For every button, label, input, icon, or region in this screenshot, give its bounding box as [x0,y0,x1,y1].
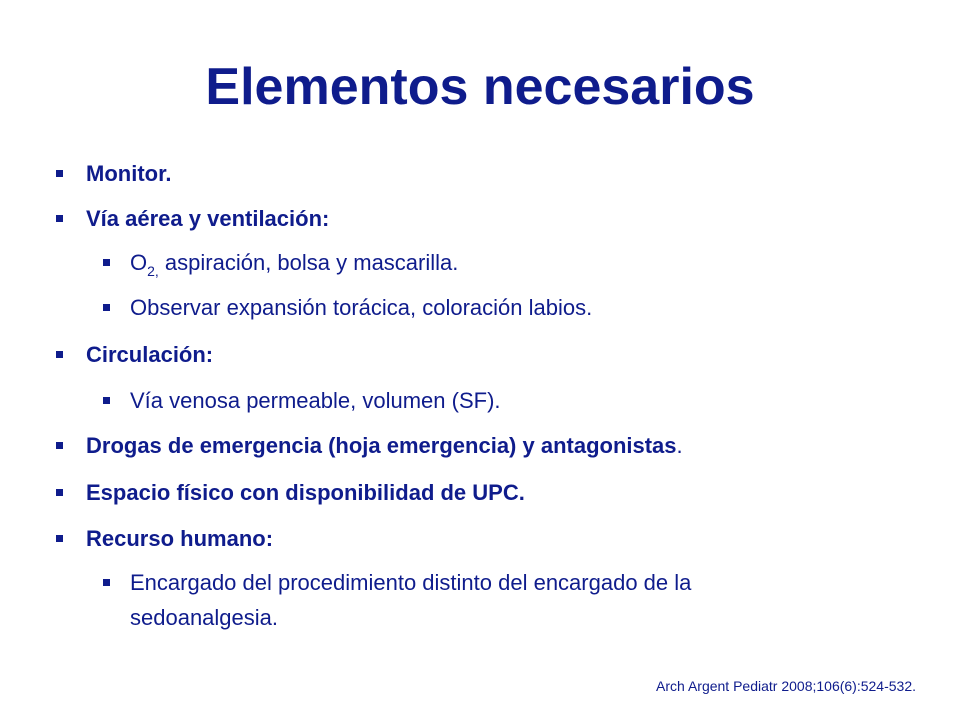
slide-title: Elementos necesarios [205,58,755,116]
o2-rest: aspiración, bolsa y mascarilla. [158,250,459,275]
item-encargado-line2: sedoanalgesia. [130,605,279,630]
square-bullet-icon [56,170,63,177]
item-o2 [130,248,890,286]
square-bullet-icon [56,442,63,449]
citation: Arch Argent Pediatr 2008;106(6):524-532. [656,678,916,694]
square-bullet-icon [56,351,63,358]
square-bullet-icon [103,397,110,404]
item-observar: Observar expansión torácica, coloración labios. [130,295,593,320]
square-bullet-icon [56,535,63,542]
drogas-period: . [676,433,683,458]
item-via-aerea: Vía aérea y ventilación: [86,206,330,231]
item-monitor: Monitor. [86,161,172,186]
item-recurso: Recurso humano: [86,526,274,551]
item-espacio: Espacio físico con disponibilidad de UPC. [86,480,525,505]
square-bullet-icon [103,579,110,586]
square-bullet-icon [103,304,110,311]
item-via-venosa: Vía venosa permeable, volumen (SF). [130,388,501,413]
o2-prefix: O [130,250,148,275]
o2-subscript: 2, [147,263,159,279]
item-drogas [86,431,683,461]
item-encargado-line1: Encargado del procedimiento distinto del encargado de la [130,570,692,595]
square-bullet-icon [56,215,63,222]
square-bullet-icon [56,489,63,496]
square-bullet-icon [103,259,110,266]
drogas-text: Drogas de emergencia (hoja emergencia) y antagonistas [86,433,677,458]
item-circulacion: Circulación: [86,342,214,367]
